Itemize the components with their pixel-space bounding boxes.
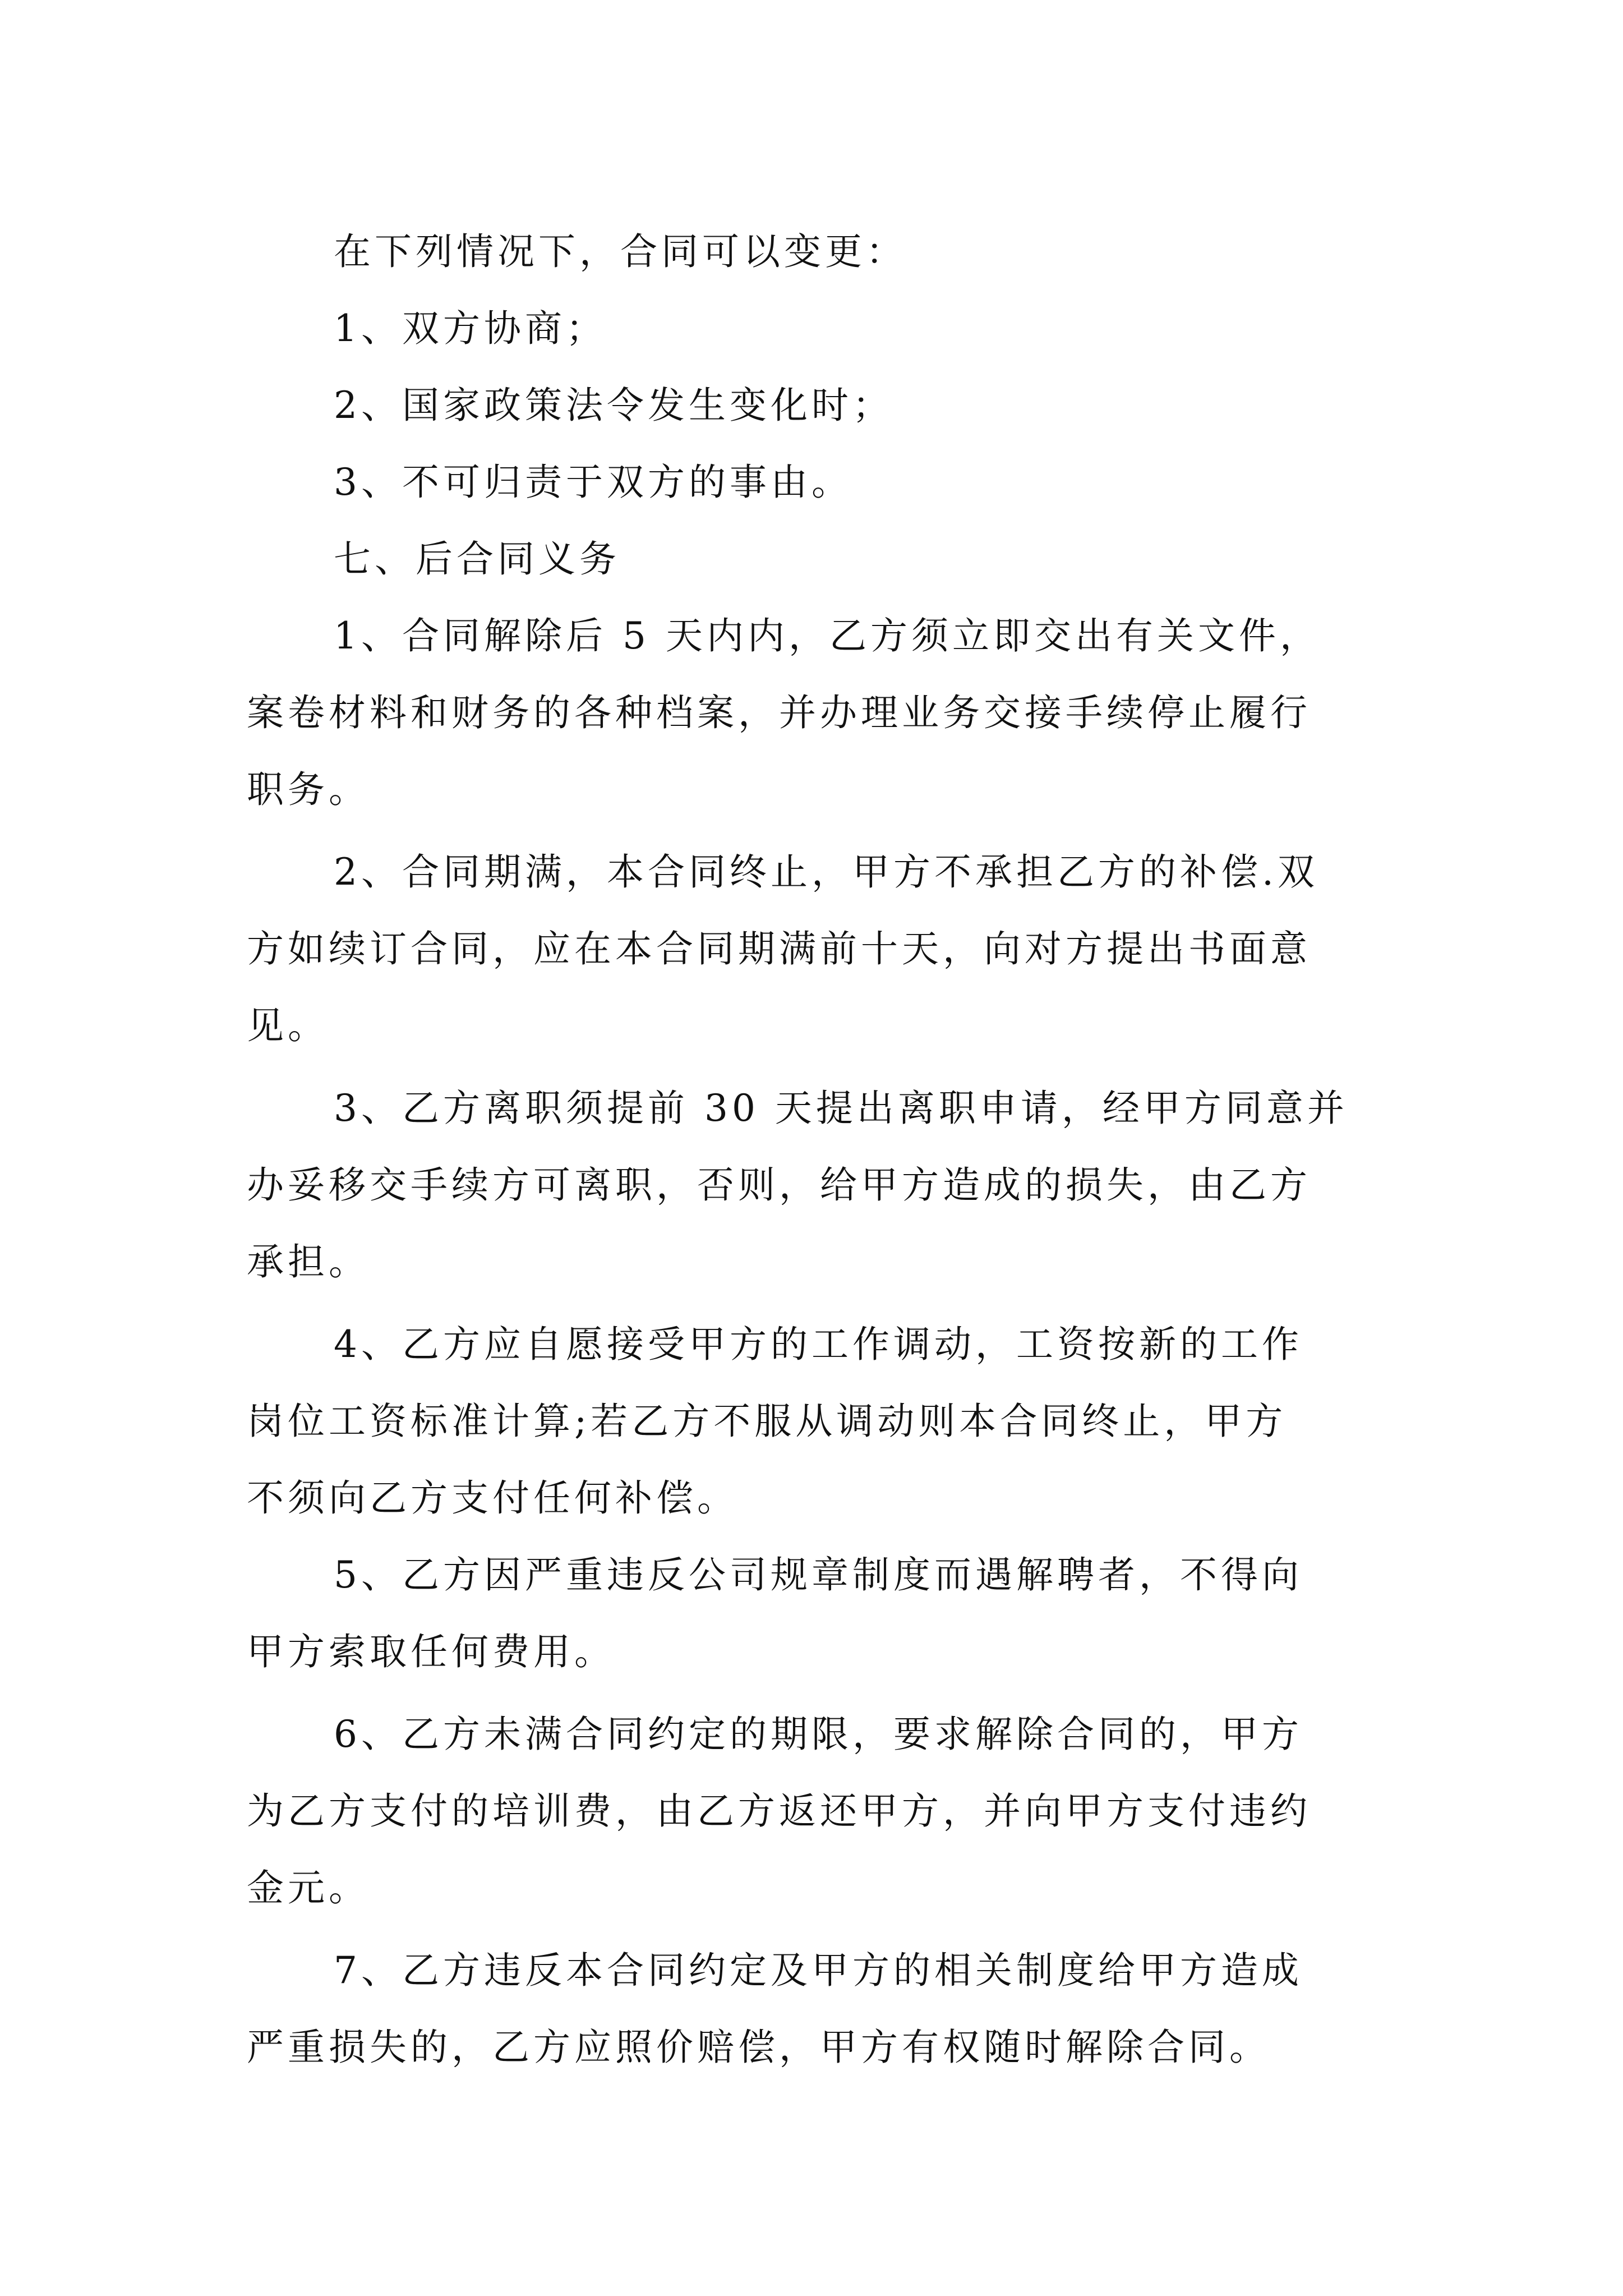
clause-6-line-1: 6、乙方未满合同约定的期限，要求解除合同的，甲方 bbox=[334, 1713, 1303, 1756]
clause-5-line-1: 5、乙方因严重违反公司规章制度而遇解聘者，不得向 bbox=[334, 1553, 1303, 1596]
list-item-1: 1、双方协商； bbox=[334, 307, 607, 350]
list-item-2: 2、国家政策法令发生变化时； bbox=[334, 384, 893, 427]
section-heading: 七、后合同义务 bbox=[334, 537, 620, 581]
clause-2-line-3: 见。 bbox=[247, 1004, 329, 1047]
document-body bbox=[247, 213, 1380, 2086]
clause-4-line-2: 岗位工资标准计算;若乙方不服从调动则本合同终止，甲方 bbox=[247, 1400, 1287, 1443]
clause-3-line-1: 3、乙方离职须提前 30 天提出离职申请，经甲方同意并 bbox=[334, 1087, 1348, 1130]
clause-6-line-3: 金元。 bbox=[247, 1866, 370, 1910]
clause-3-line-3: 承担。 bbox=[247, 1240, 370, 1283]
clause-5-line-2: 甲方索取任何费用。 bbox=[247, 1630, 615, 1673]
clause-4-line-1: 4、乙方应自愿接受甲方的工作调动，工资按新的工作 bbox=[334, 1323, 1303, 1366]
clause-3-line-2: 办妥移交手续方可离职，否则，给甲方造成的损失，由乙方 bbox=[247, 1163, 1311, 1207]
clause-1-line-2: 案卷材料和财务的各种档案，并办理业务交接手续停止履行 bbox=[247, 691, 1311, 734]
paragraph-intro-line: 在下列情况下，合同可以变更： bbox=[334, 230, 907, 273]
clause-4-line-3: 不须向乙方支付任何补偿。 bbox=[247, 1476, 738, 1520]
list-item-3: 3、不可归责于双方的事由。 bbox=[334, 461, 852, 504]
clause-7-line-2: 严重损失的，乙方应照价赔偿，甲方有权随时解除合同。 bbox=[247, 2026, 1270, 2069]
clause-2-line-1: 2、合同期满，本合同终止，甲方不承担乙方的补偿.双 bbox=[334, 850, 1318, 894]
clause-6-line-2: 为乙方支付的培训费，由乙方返还甲方，并向甲方支付违约 bbox=[247, 1789, 1311, 1833]
clause-1-line-1: 1、合同解除后 5 天内内，乙方须立即交出有关文件， bbox=[334, 614, 1321, 657]
clause-2-line-2: 方如续订合同，应在本合同期满前十天，向对方提出书面意 bbox=[247, 927, 1311, 970]
clause-7-line-1: 7、乙方违反本合同约定及甲方的相关制度给甲方造成 bbox=[334, 1949, 1303, 1992]
clause-1-line-3: 职务。 bbox=[247, 768, 370, 811]
